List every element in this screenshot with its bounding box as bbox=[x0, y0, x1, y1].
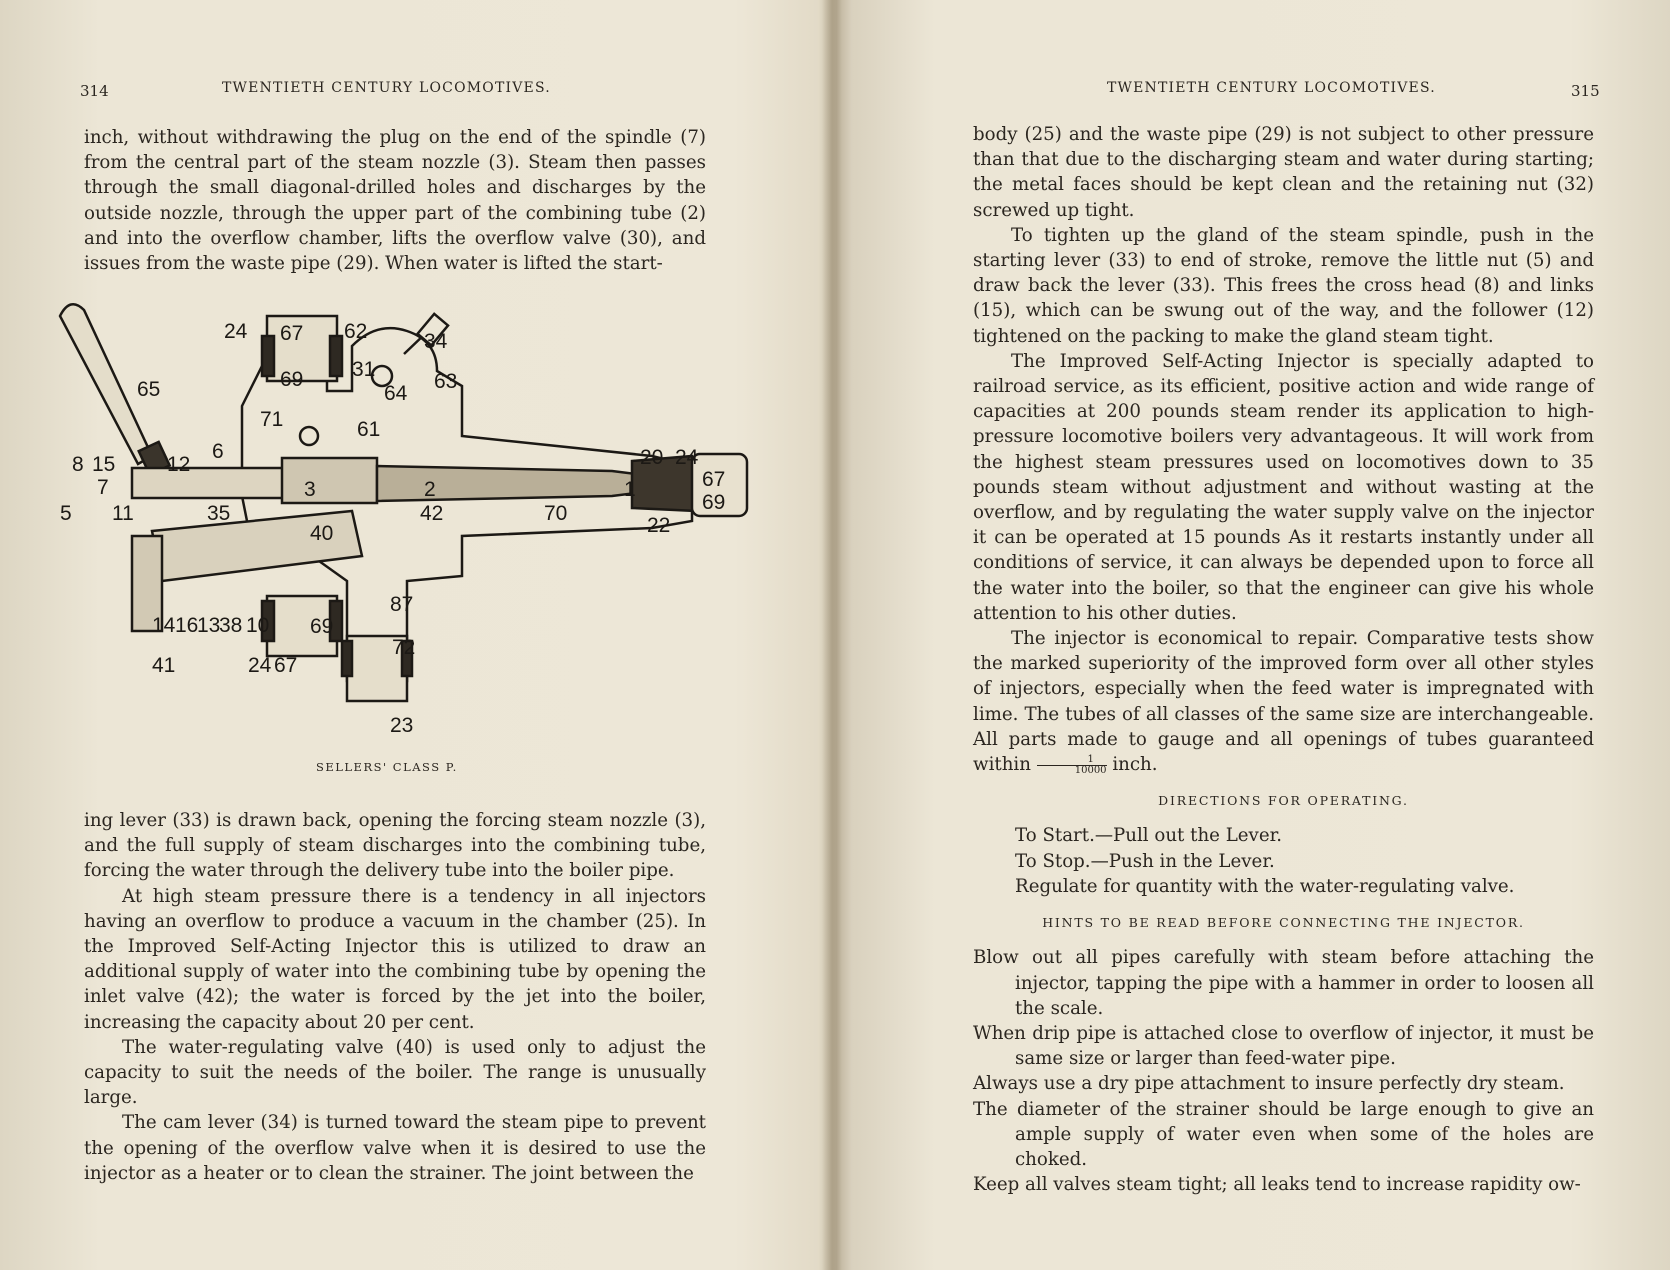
paragraph-text: The water-regulating valve (40) is used only to adjust the capacity to suit the needs of the boiler. The range is unusually large. bbox=[84, 1036, 706, 1109]
paragraph-text: inch, without withdrawing the plug on the end of the spindle (7) from the central part of the steam nozzle (3). Steam then passes through the small diagonal-drilled holes and discharges by the outside nozzle, through the upper part of the combining tube (2) and into the overflow chamber, lifts the overflow valve (30), and issues from the waste pipe (29). When water is lifted the start- bbox=[84, 127, 706, 275]
diagram-label: 31 bbox=[352, 358, 376, 381]
paragraph-text: To tighten up the gland of the steam spindle, push in the starting lever (33) to end of stroke, remove the little nut (5) and draw back the lever (33). This frees the cross head (8) and links (15), which can be swung out of the way, and the follower (12) tightened on the packing to make the gland steam tight. bbox=[973, 224, 1594, 347]
fraction-denominator: 10000 bbox=[1074, 764, 1107, 776]
diagram-label: 22 bbox=[647, 514, 671, 537]
hint-item: Always use a dry pipe attachment to insure perfectly dry steam. bbox=[973, 1073, 1565, 1095]
diagram-label: 40 bbox=[310, 522, 334, 545]
diagram-label: 3 bbox=[304, 478, 316, 501]
diagram-label: 14 bbox=[152, 614, 176, 637]
paragraph-text: The cam lever (34) is turned toward the steam pipe to prevent the opening of the overflow valve when it is desired to use the injector as a heater or to clean the strainer. The joint between the bbox=[84, 1112, 706, 1184]
diagram-label: 11 bbox=[112, 502, 134, 525]
diagram-label: 8 bbox=[72, 453, 84, 476]
diagram-label: 2 bbox=[424, 478, 436, 501]
diagram-label: 34 bbox=[424, 330, 448, 353]
right-page bbox=[835, 0, 1670, 1270]
diagram-label: 1 bbox=[624, 478, 636, 501]
hint-item: Blow out all pipes carefully with steam before attaching the injector, tapping the pipe with a hammer in order to loosen all the scale. bbox=[973, 947, 1594, 1019]
diagram-label: 67 bbox=[702, 468, 726, 491]
fraction-numerator: 1 bbox=[1037, 755, 1107, 766]
direction-item: To Stop.—Push in the Lever. bbox=[1015, 850, 1275, 872]
page-number: 314 bbox=[80, 82, 109, 100]
diagram-label: 23 bbox=[390, 714, 414, 737]
direction-item: To Start.—Pull out the Lever. bbox=[1015, 825, 1283, 847]
direction-item: Regulate for quantity with the water-regulating valve. bbox=[1015, 875, 1515, 897]
diagram-label: 61 bbox=[357, 418, 381, 441]
diagram-label: 41 bbox=[152, 654, 176, 677]
diagram-label: 67 bbox=[274, 654, 298, 677]
paragraphs-lower bbox=[84, 808, 706, 1186]
hint-item: The diameter of the strainer should be large enough to give an ample supply of water even when some of the holes are choked. bbox=[973, 1098, 1594, 1170]
diagram-label: 42 bbox=[420, 502, 444, 525]
fraction bbox=[1037, 755, 1107, 776]
diagram-label: 10 bbox=[246, 614, 270, 637]
diagram-label: 5 bbox=[60, 502, 72, 525]
paragraph-top bbox=[84, 125, 706, 276]
diagram-label: 35 bbox=[207, 502, 231, 525]
paragraph-text: The Improved Self-Acting Injector is specially adapted to railroad service, as its efficient, positive action and wide range of capacities at 200 pounds steam render its application to high-pressure locomotive boilers very advantageous. It will work from the highest steam pressures used on locomotives down to 35 pounds steam without adjustment and without wasting at the overflow, and by regulating the water supply valve on the injector it can be operated at 15 pounds As it restarts instantly under all conditions of service, it can always be depended upon to force all the water into the boiler, so that the engineer can give his whole attention to his other duties. bbox=[973, 350, 1594, 624]
diagram-label: 20 bbox=[640, 446, 664, 469]
diagram-label: 71 bbox=[260, 408, 284, 431]
diagram-label: 72 bbox=[392, 636, 416, 659]
diagram-label: 69 bbox=[702, 491, 726, 514]
diagram-label: 13 bbox=[197, 614, 221, 637]
diagram-label: 62 bbox=[344, 320, 368, 343]
hint-item: When drip pipe is attached close to overflow of injector, it must be same size or larger than feed-water pipe. bbox=[973, 1022, 1594, 1070]
diagram-label: 38 bbox=[219, 614, 243, 637]
diagram-label: 63 bbox=[434, 370, 458, 393]
hint-item: Keep all valves steam tight; all leaks tend to increase rapidity ow- bbox=[973, 1174, 1581, 1196]
running-header: TWENTIETH CENTURY LOCOMOTIVES. bbox=[1107, 80, 1436, 96]
diagram-label: 64 bbox=[384, 382, 408, 405]
paragraph-text-end: inch. bbox=[1112, 754, 1158, 776]
figure-caption: SELLERS' CLASS P. bbox=[316, 760, 458, 774]
paragraph-text: ing lever (33) is drawn back, opening the forcing steam nozzle (3), and the full supply of steam discharges into the combining tube, forcing the water through the delivery tube into the boiler pipe. bbox=[84, 810, 706, 882]
paragraph-text: body (25) and the waste pipe (29) is not subject to other pressure than that due to the discharging steam and water during starting; the metal faces should be kept clean and the retaining nut (32) screwed up tight. bbox=[973, 124, 1594, 221]
diagram-label: 65 bbox=[137, 378, 161, 401]
diagram-label: 16 bbox=[175, 614, 199, 637]
hints-heading: HINTS TO BE READ BEFORE CONNECTING THE INJECTOR. bbox=[1042, 915, 1525, 931]
paragraph-text: At high steam pressure there is a tendency in all injectors having an overflow to produce a vacuum in the chamber (25). In the Improved Self-Acting Injector this is utilized to draw an additional supply of water into the combining tube by opening the inlet valve (42); the water is forced by the jet into the boiler, increasing the capacity about 20 per cent. bbox=[84, 885, 706, 1033]
running-header: TWENTIETH CENTURY LOCOMOTIVES. bbox=[222, 80, 551, 96]
diagram-label: 24 bbox=[248, 654, 272, 677]
right-text-column bbox=[973, 122, 1594, 1197]
diagram-label: 7 bbox=[97, 476, 109, 499]
diagram-label: 69 bbox=[310, 615, 334, 638]
diagram-label: 24 bbox=[675, 446, 699, 469]
diagram-label: 69 bbox=[280, 368, 304, 391]
diagram-label: 87 bbox=[390, 593, 414, 616]
diagram-label: 67 bbox=[280, 322, 304, 345]
steam-nozzle bbox=[282, 458, 377, 503]
combining-tube bbox=[377, 466, 652, 501]
injector-diagram bbox=[52, 296, 752, 766]
diagram-label: 24 bbox=[224, 320, 248, 343]
directions-heading: DIRECTIONS FOR OPERATING. bbox=[1158, 793, 1409, 809]
diagram-label: 15 bbox=[92, 453, 116, 476]
diagram-label: 6 bbox=[212, 440, 224, 463]
paragraph-tolerance bbox=[973, 626, 1594, 777]
diagram-label: 70 bbox=[544, 502, 568, 525]
paragraph-text: The injector is economical to repair. Comparative tests show the marked superiority of the improved form over all other styles of injectors, especially when the feed water is impregnated with lime. The tubes of all classes of the same size are interchangeable. All parts made to gauge and all openings of tubes guaranteed within bbox=[973, 628, 1594, 776]
page-number: 315 bbox=[1571, 82, 1600, 100]
diagram-label: 12 bbox=[167, 453, 191, 476]
